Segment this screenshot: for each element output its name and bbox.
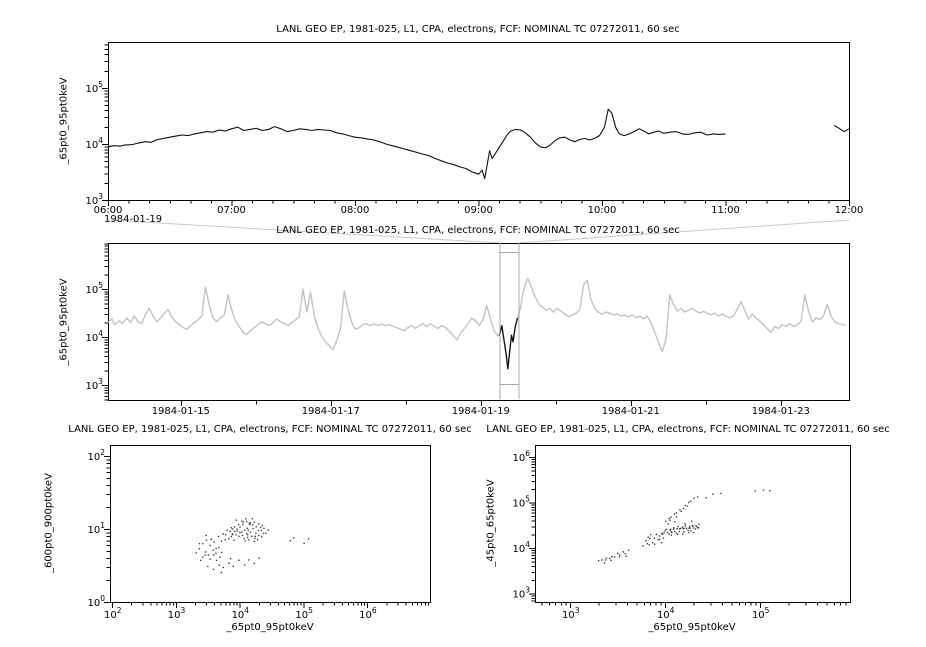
plot-frame <box>536 446 851 603</box>
tick-label: $10^5$ <box>85 281 103 297</box>
date-tick-label: 1984-01-15 <box>151 406 210 417</box>
panel-scatter-45-65[interactable] <box>512 446 850 622</box>
y-axis-label-scatter-right: _45pt0_65pt0keV <box>485 479 497 567</box>
date-tick-label: 1984-01-21 <box>601 406 660 417</box>
scatter-points <box>598 489 771 563</box>
date-tick-label: 1984-01-23 <box>751 406 810 417</box>
tick-label: $10^4$ <box>231 606 250 621</box>
tick-label: $10^6$ <box>359 606 377 621</box>
panel-title-scatter-right: LANL GEO EP, 1981-025, L1, CPA, electrons, FCF: NOMINAL TC 07272011, 60 sec <box>486 424 890 435</box>
panel-context-timeseries[interactable] <box>85 243 849 417</box>
zoom-series-line-tail <box>834 126 849 132</box>
context-selected-line <box>500 318 518 369</box>
time-tick-label: 09:00 <box>464 205 493 216</box>
tick-label: $10^2$ <box>87 448 105 464</box>
tick-label: $10^5$ <box>751 606 770 621</box>
time-tick-label: 07:00 <box>217 205 246 216</box>
scatter-points <box>196 518 310 573</box>
tick-label: $10^4$ <box>512 539 530 555</box>
y-axis-label-zoom: _65pt0_95pt0keV <box>58 77 70 165</box>
tick-label: $10^3$ <box>85 377 103 393</box>
time-tick-label: 06:00 <box>93 205 123 216</box>
tick-label: $10^3$ <box>512 585 530 601</box>
panel-title-context: LANL GEO EP, 1981-025, L1, CPA, electrons, FCF: NOMINAL TC 07272011, 60 sec <box>276 225 680 236</box>
panel-scatter-600-900[interactable] <box>87 446 430 622</box>
y-axis-label-context: _65pt0_95pt0keV <box>58 278 70 366</box>
tick-label: $10^2$ <box>103 606 122 621</box>
tick-label: $10^0$ <box>87 594 105 609</box>
plot-frame <box>109 43 850 201</box>
plot-frame <box>111 446 431 603</box>
tick-label: $10^1$ <box>87 521 105 537</box>
tick-label: $10^5$ <box>295 606 313 621</box>
time-range-selection-box[interactable] <box>500 243 519 399</box>
x-axis-label-scatter-right: _65pt0_95pt0keV <box>648 622 736 633</box>
tick-label: $10^4$ <box>656 606 675 621</box>
tick-label: $10^3$ <box>561 606 580 621</box>
tick-label: $10^4$ <box>85 135 103 151</box>
context-series-line <box>108 279 846 369</box>
zoom-series-line <box>108 109 726 179</box>
date-tick-label: 1984-01-17 <box>301 406 360 417</box>
tick-label: $10^4$ <box>85 329 103 345</box>
panel-title-zoom: LANL GEO EP, 1981-025, L1, CPA, electrons, FCF: NOMINAL TC 07272011, 60 sec <box>276 24 680 35</box>
tick-label: $10^6$ <box>512 449 530 465</box>
tick-label: $10^5$ <box>85 79 103 95</box>
date-tick-label: 1984-01-19 <box>451 406 510 417</box>
panel-zoom-timeseries[interactable] <box>85 43 863 244</box>
panel-title-scatter-left: LANL GEO EP, 1981-025, L1, CPA, electrons, FCF: NOMINAL TC 07272011, 60 sec <box>68 424 472 435</box>
tick-label: $10^3$ <box>167 606 186 621</box>
x-axis-label-scatter-left: _65pt0_95pt0keV <box>226 622 314 633</box>
time-tick-label: 10:00 <box>587 205 617 216</box>
time-tick-label: 11:00 <box>711 205 740 216</box>
plot-frame <box>109 244 850 401</box>
time-tick-label: 08:00 <box>340 205 370 216</box>
context-date-label: 1984-01-19 <box>104 214 163 225</box>
y-axis-label-scatter-left: _600pt0_900pt0keV <box>43 473 55 573</box>
tick-label: $10^3$ <box>85 192 103 207</box>
time-tick-label: 12:00 <box>834 205 864 216</box>
tick-label: $10^5$ <box>512 494 530 510</box>
